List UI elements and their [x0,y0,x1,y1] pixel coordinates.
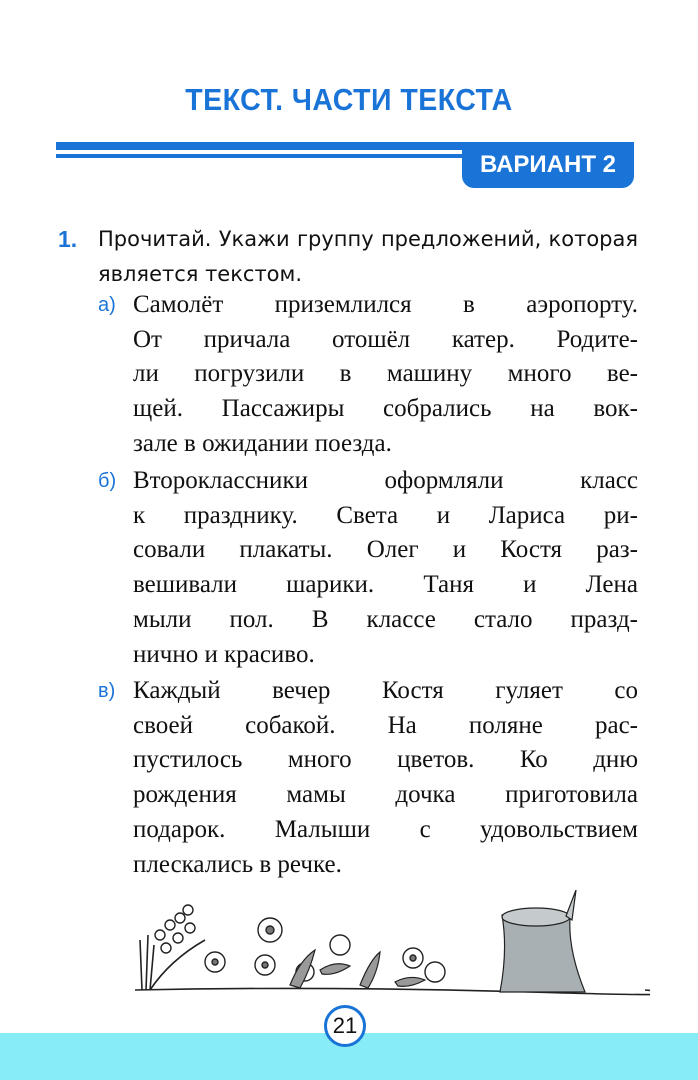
option-line: мыли пол. В классе стало празд- [133,605,638,633]
option-line: Самолёт приземлился в аэропорту. [133,291,638,318]
option-label: а) [98,294,116,316]
option-line: зале в ожидании поезда. [133,429,392,457]
option-line: щей. Пассажиры собрались на вок- [133,395,638,423]
option-line: От причала отошёл катер. Родите- [133,325,638,353]
option-line: вешивали шарики. Таня и Лена [133,571,638,599]
option-line: Каждый вечер Костя гуляет со [133,677,638,704]
task-prompt: Прочитай. Укажи группу предложений, которая является текстом. [98,227,638,286]
header-rule-thin [56,154,466,158]
option-label: б) [98,470,117,492]
option-line: рождения мамы дочка приготовила [133,781,638,809]
option-line: плескались в речке. [133,850,342,878]
option-line: своей собакой. На поляне рас- [133,711,638,739]
option-a[interactable] [98,288,638,462]
page-number: 21 [324,1005,366,1047]
flowers-stump-illustration [130,890,650,1000]
task-1 [58,222,638,292]
option-line: Второклассники оформляли класс [133,467,638,494]
option-label: в) [98,680,116,702]
page-title: ТЕКСТ. ЧАСТИ ТЕКСТА [185,82,513,117]
option-c[interactable] [98,674,638,882]
option-line: совали плакаты. Олег и Костя раз- [133,536,638,564]
option-line: подарок. Малыши с удовольствием [133,815,638,843]
option-line: к празднику. Света и Лариса ри- [133,501,638,529]
option-b[interactable] [98,464,638,672]
option-line: нично и красиво. [133,640,315,668]
task-number: 1. [58,226,78,252]
variant-badge: ВАРИАНТ 2 [462,142,634,188]
option-line: пустилось много цветов. Ко дню [133,746,638,774]
option-line: ли погрузили в машину много ве- [133,360,638,388]
